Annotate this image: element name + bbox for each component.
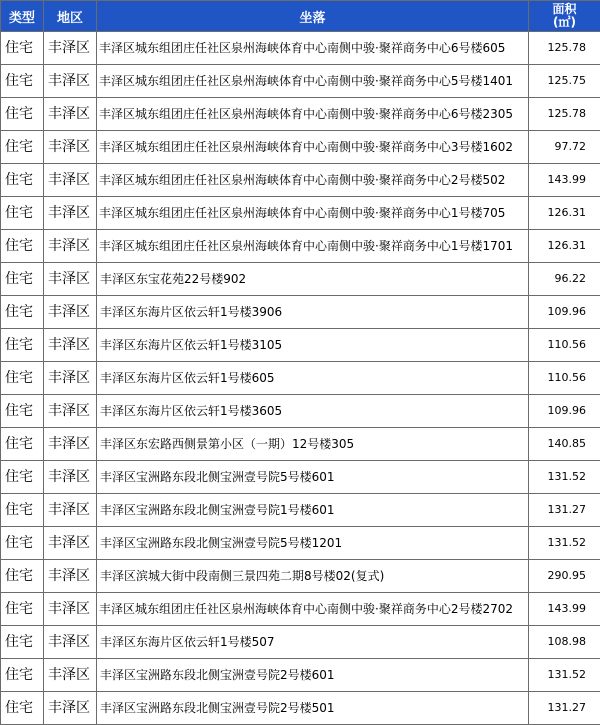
- cell-type: 住宅: [1, 395, 44, 428]
- cell-size: 126.31: [529, 197, 600, 230]
- cell-area: 丰泽区: [44, 626, 97, 659]
- cell-area: 丰泽区: [44, 164, 97, 197]
- cell-area: 丰泽区: [44, 230, 97, 263]
- header-area: 地区: [44, 1, 97, 32]
- cell-size: 143.99: [529, 164, 600, 197]
- cell-area: 丰泽区: [44, 593, 97, 626]
- table-row: [1, 230, 600, 263]
- cell-area: 丰泽区: [44, 197, 97, 230]
- cell-address: 丰泽区东海片区依云轩1号楼507: [97, 626, 529, 659]
- cell-type: 住宅: [1, 164, 44, 197]
- table-row: [1, 626, 600, 659]
- cell-area: 丰泽区: [44, 659, 97, 692]
- cell-area: 丰泽区: [44, 32, 97, 65]
- cell-address: 丰泽区宝洲路东段北侧宝洲壹号院2号楼501: [97, 692, 529, 725]
- cell-size: 131.52: [529, 659, 600, 692]
- cell-type: 住宅: [1, 527, 44, 560]
- cell-area: 丰泽区: [44, 263, 97, 296]
- cell-size: 109.96: [529, 296, 600, 329]
- cell-size: 131.52: [529, 527, 600, 560]
- table-row: [1, 98, 600, 131]
- cell-area: 丰泽区: [44, 98, 97, 131]
- table-header-row: [1, 1, 600, 32]
- table-row: [1, 593, 600, 626]
- cell-area: 丰泽区: [44, 296, 97, 329]
- cell-size: 108.98: [529, 626, 600, 659]
- cell-type: 住宅: [1, 131, 44, 164]
- cell-address: 丰泽区东海片区依云轩1号楼3906: [97, 296, 529, 329]
- cell-area: 丰泽区: [44, 65, 97, 98]
- cell-address: 丰泽区城东组团庄任社区泉州海峡体育中心南侧中骏·聚祥商务中心1号楼1701: [97, 230, 529, 263]
- cell-area: 丰泽区: [44, 461, 97, 494]
- table-body: [1, 32, 600, 725]
- cell-area: 丰泽区: [44, 395, 97, 428]
- table-row: [1, 527, 600, 560]
- cell-size: 125.75: [529, 65, 600, 98]
- cell-type: 住宅: [1, 692, 44, 725]
- cell-type: 住宅: [1, 329, 44, 362]
- cell-address: 丰泽区城东组团庄任社区泉州海峡体育中心南侧中骏·聚祥商务中心6号楼2305: [97, 98, 529, 131]
- table-row: [1, 65, 600, 98]
- cell-address: 丰泽区宝洲路东段北侧宝洲壹号院5号楼601: [97, 461, 529, 494]
- cell-address: 丰泽区宝洲路东段北侧宝洲壹号院2号楼601: [97, 659, 529, 692]
- cell-address: 丰泽区城东组团庄任社区泉州海峡体育中心南侧中骏·聚祥商务中心2号楼2702: [97, 593, 529, 626]
- cell-area: 丰泽区: [44, 428, 97, 461]
- header-type: 类型: [1, 1, 44, 32]
- table-row: [1, 197, 600, 230]
- cell-type: 住宅: [1, 362, 44, 395]
- cell-size: 131.52: [529, 461, 600, 494]
- cell-address: 丰泽区东海片区依云轩1号楼3105: [97, 329, 529, 362]
- cell-address: 丰泽区城东组团庄任社区泉州海峡体育中心南侧中骏·聚祥商务中心3号楼1602: [97, 131, 529, 164]
- cell-address: 丰泽区城东组团庄任社区泉州海峡体育中心南侧中骏·聚祥商务中心6号楼605: [97, 32, 529, 65]
- table-row: [1, 362, 600, 395]
- cell-address: 丰泽区东宝花苑22号楼902: [97, 263, 529, 296]
- table-row: [1, 428, 600, 461]
- header-address: 坐落: [97, 1, 529, 32]
- cell-size: 143.99: [529, 593, 600, 626]
- cell-size: 96.22: [529, 263, 600, 296]
- cell-area: 丰泽区: [44, 494, 97, 527]
- table-row: [1, 560, 600, 593]
- cell-address: 丰泽区东海片区依云轩1号楼605: [97, 362, 529, 395]
- cell-size: 110.56: [529, 329, 600, 362]
- table-row: [1, 494, 600, 527]
- cell-address: 丰泽区滨城大街中段南侧三景四苑二期8号楼02(复式): [97, 560, 529, 593]
- cell-type: 住宅: [1, 626, 44, 659]
- cell-area: 丰泽区: [44, 329, 97, 362]
- cell-size: 126.31: [529, 230, 600, 263]
- cell-size: 109.96: [529, 395, 600, 428]
- table-row: [1, 692, 600, 725]
- cell-type: 住宅: [1, 296, 44, 329]
- cell-size: 131.27: [529, 692, 600, 725]
- cell-area: 丰泽区: [44, 131, 97, 164]
- cell-type: 住宅: [1, 65, 44, 98]
- table-row: [1, 329, 600, 362]
- cell-type: 住宅: [1, 197, 44, 230]
- cell-type: 住宅: [1, 593, 44, 626]
- table-row: [1, 164, 600, 197]
- table-row: [1, 395, 600, 428]
- cell-area: 丰泽区: [44, 527, 97, 560]
- cell-type: 住宅: [1, 263, 44, 296]
- table-row: [1, 296, 600, 329]
- cell-type: 住宅: [1, 494, 44, 527]
- cell-type: 住宅: [1, 98, 44, 131]
- cell-type: 住宅: [1, 428, 44, 461]
- cell-area: 丰泽区: [44, 560, 97, 593]
- table-row: [1, 461, 600, 494]
- table-row: [1, 32, 600, 65]
- table-row: [1, 659, 600, 692]
- cell-type: 住宅: [1, 461, 44, 494]
- cell-type: 住宅: [1, 32, 44, 65]
- cell-size: 290.95: [529, 560, 600, 593]
- cell-type: 住宅: [1, 560, 44, 593]
- cell-address: 丰泽区东海片区依云轩1号楼3605: [97, 395, 529, 428]
- cell-type: 住宅: [1, 659, 44, 692]
- header-size-label: 面积: [529, 3, 600, 16]
- cell-address: 丰泽区城东组团庄任社区泉州海峡体育中心南侧中骏·聚祥商务中心1号楼705: [97, 197, 529, 230]
- cell-size: 125.78: [529, 32, 600, 65]
- table-row: [1, 131, 600, 164]
- cell-area: 丰泽区: [44, 692, 97, 725]
- cell-size: 110.56: [529, 362, 600, 395]
- cell-size: 140.85: [529, 428, 600, 461]
- cell-type: 住宅: [1, 230, 44, 263]
- cell-size: 97.72: [529, 131, 600, 164]
- cell-address: 丰泽区东宏路西侧景第小区（一期）12号楼305: [97, 428, 529, 461]
- cell-address: 丰泽区城东组团庄任社区泉州海峡体育中心南侧中骏·聚祥商务中心5号楼1401: [97, 65, 529, 98]
- cell-address: 丰泽区城东组团庄任社区泉州海峡体育中心南侧中骏·聚祥商务中心2号楼502: [97, 164, 529, 197]
- cell-area: 丰泽区: [44, 362, 97, 395]
- cell-address: 丰泽区宝洲路东段北侧宝洲壹号院5号楼1201: [97, 527, 529, 560]
- header-size-unit: (㎡): [529, 16, 600, 29]
- cell-address: 丰泽区宝洲路东段北侧宝洲壹号院1号楼601: [97, 494, 529, 527]
- cell-size: 131.27: [529, 494, 600, 527]
- cell-size: 125.78: [529, 98, 600, 131]
- table-row: [1, 263, 600, 296]
- header-size: [529, 1, 600, 32]
